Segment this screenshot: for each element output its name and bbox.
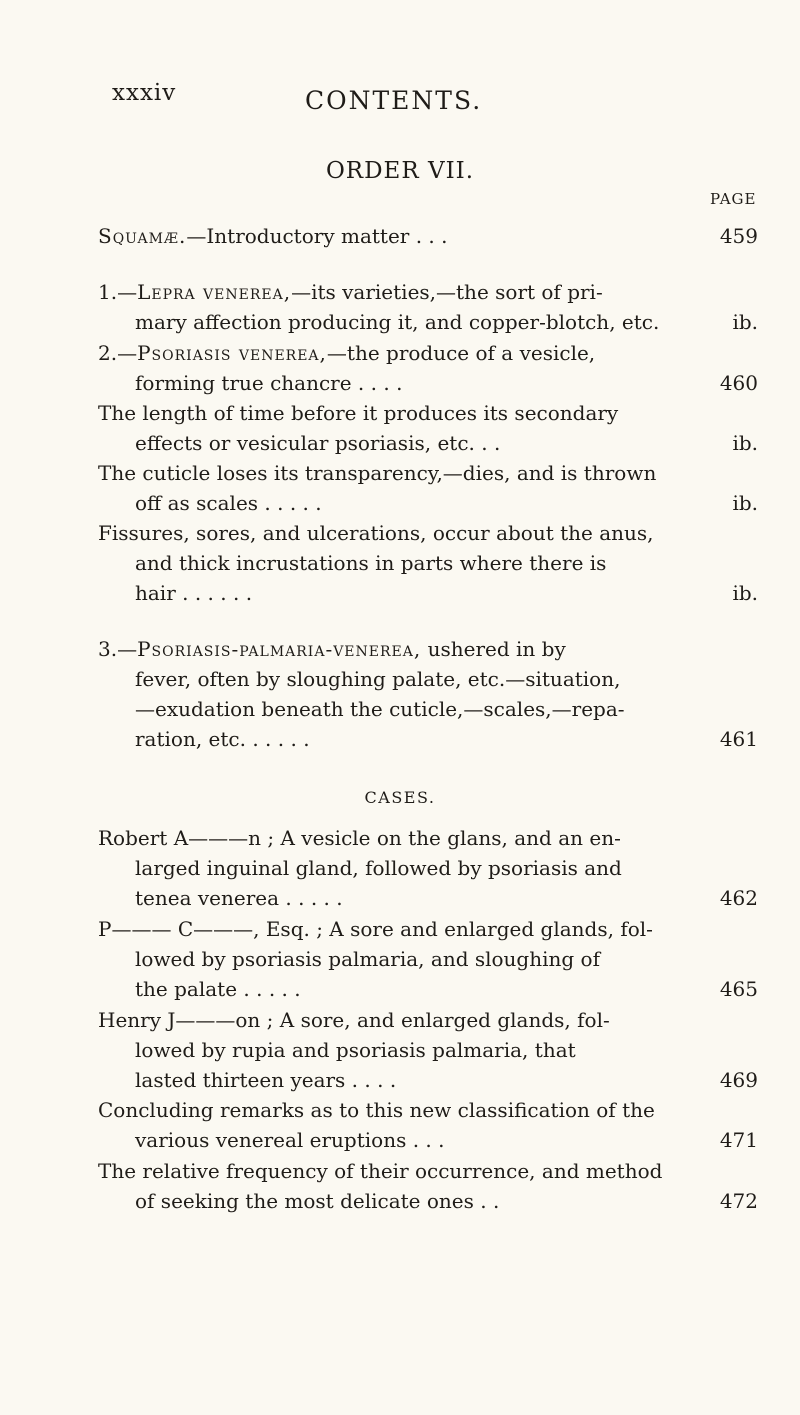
toc-entry: Concluding remarks as to this new classification of the various venereal eruptions . . . 471 (98, 1095, 758, 1155)
toc-entry: Robert A———n ; A vesicle on the glans, and an en- larged inguinal gland, followed by psoriasis and tenea venerea . . . . . 462 (98, 823, 758, 913)
toc-page-number: ib. (732, 581, 758, 605)
toc-entry: The cuticle loses its transparency,—dies, and is thrown off as scales . . . . . ib. (98, 458, 758, 518)
page-column-label: PAGE (710, 190, 757, 208)
toc-page-number: 460 (719, 371, 758, 395)
page-number-roman: xxxiv (112, 80, 177, 106)
toc-page-number: ib. (732, 491, 758, 515)
toc-page-number: 462 (719, 886, 758, 910)
toc-entry: The length of time before it produces its secondary effects or vesicular psoriasis, etc. . . ib. (98, 398, 758, 458)
toc-entry: P——— C———, Esq. ; A sore and enlarged glands, fol- lowed by psoriasis palmaria, and sloughing of the palate . . . . . 465 (98, 914, 758, 1004)
toc-page-number: 459 (719, 224, 758, 248)
running-header: CONTENTS. (305, 86, 483, 115)
toc-entry: The relative frequency of their occurrence, and method of seeking the most delicate ones . . 472 (98, 1156, 758, 1216)
toc-entry: 2.—Psoriasis venerea,—the produce of a vesicle, forming true chancre . . . . 460 (98, 338, 758, 398)
toc-entry: Squamæ.—Introductory matter . . . 459 (98, 221, 758, 251)
toc-entry: Fissures, sores, and ulcerations, occur about the anus, and thick incrustations in parts where there is hair . . . . . . ib. (98, 518, 758, 608)
toc-page-number: 461 (719, 727, 758, 751)
toc-entry: 1.—Lepra venerea,—its varieties,—the sort of pri- mary affection producing it, and copper-blotch, etc. ib. (98, 277, 758, 337)
toc-page-number: 472 (719, 1189, 758, 1213)
toc-entry: Henry J———on ; A sore, and enlarged glands, fol- lowed by rupia and psoriasis palmaria, that lasted thirteen years . . . . 469 (98, 1005, 758, 1095)
toc-page-number: ib. (732, 310, 758, 334)
cases-heading: CASES. (364, 788, 436, 807)
toc-page-number: 469 (719, 1068, 758, 1092)
toc-page-number: ib. (732, 431, 758, 455)
toc-page-number: 471 (719, 1128, 758, 1152)
toc-entry: 3.—Psoriasis-palmaria-venerea, ushered in by fever, often by sloughing palate, etc.—situation, —exudation beneath the cuticle,—scales,—repa- ration, etc. . . . . . 461 (98, 634, 758, 754)
section-title: ORDER VII. (325, 158, 475, 184)
toc-page-number: 465 (719, 977, 758, 1001)
